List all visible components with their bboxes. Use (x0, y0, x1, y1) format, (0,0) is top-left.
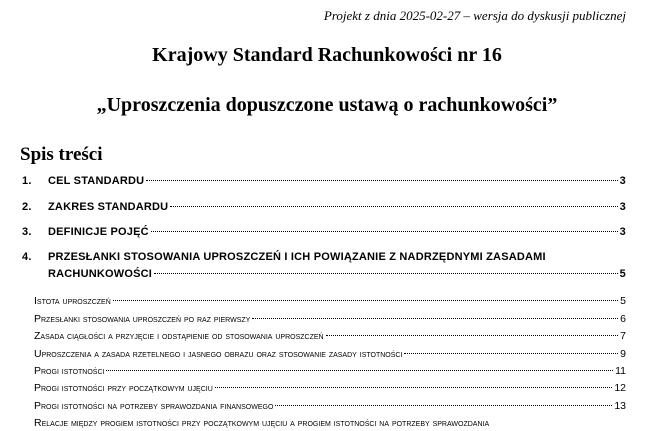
toc-subentry-text: Uproszczenia a zasada rzetelnego i jasnego obrazu oraz stosowanie zasady istotności (34, 348, 403, 360)
toc-subentry-text: Istota uproszczeń (34, 295, 111, 307)
toc-entry-number: 1. (22, 175, 32, 187)
dot-leader (275, 405, 612, 406)
toc-entry-text: ZAKRES STANDARDU (48, 201, 169, 213)
document-subtitle: „Uproszczenia dopuszczone ustawą o rachunkowości” (96, 94, 558, 116)
dot-leader (154, 273, 618, 274)
dot-leader (326, 335, 619, 336)
dot-leader (113, 300, 618, 301)
toc-entry-text: CEL STANDARDU (48, 175, 145, 187)
toc-subentry-page: 11 (615, 365, 626, 377)
toc-entry-number: 4. (22, 251, 32, 263)
toc-entry-2[interactable] (22, 201, 626, 213)
toc-entry-text: DEFINICJE POJĘĆ (48, 226, 149, 238)
document-title: Krajowy Standard Rachunkowości nr 16 (152, 44, 502, 66)
toc-entry-page: 3 (619, 201, 626, 213)
draft-header-note: Projekt z dnia 2025-02-27 – wersja do dyskusji publicznej (323, 8, 626, 23)
toc-subentry-text: Przesłanki stosowania uproszczeń po raz pierwszy (34, 313, 251, 325)
toc-entry-page: 3 (619, 226, 626, 238)
toc-heading: Spis treści (20, 144, 103, 165)
dot-leader (252, 318, 618, 319)
toc-subentry-text: Progi istotności przy początkowym ujęciu (34, 382, 213, 394)
toc-entry-4-line2[interactable] (48, 268, 626, 280)
toc-entry-page: 5 (619, 268, 626, 280)
toc-entry-text-line2: RACHUNKOWOŚCI (48, 268, 153, 280)
toc-subentry-page: 9 (620, 348, 626, 360)
toc-entry-page: 3 (619, 175, 626, 187)
toc-subentry-text: Relacje między progiem istotności przy początkowym ujęciu a progiem istotności na potrzeby sprawozdania (34, 417, 490, 429)
dot-leader (170, 206, 617, 207)
toc-subentry-page: 6 (620, 313, 626, 325)
toc-subentry[interactable] (34, 348, 626, 360)
toc-entry-number: 2. (22, 201, 32, 213)
dot-leader (215, 387, 613, 388)
toc-entry-3[interactable] (22, 226, 626, 238)
dot-leader (404, 353, 618, 354)
toc-subentry-page: 5 (620, 295, 626, 307)
toc-subentry-text: Progi istotności na potrzeby sprawozdania finansowego (34, 400, 274, 412)
toc-subentry[interactable] (34, 400, 626, 412)
toc-subentry[interactable] (34, 417, 626, 429)
toc-subentry[interactable] (34, 365, 626, 377)
toc-subentry[interactable] (34, 313, 626, 325)
toc-subentry[interactable] (34, 382, 626, 394)
toc-entry-text-line1: PRZESŁANKI STOSOWANIA UPROSZCZEŃ I ICH POWIĄZANIE Z NADRZĘDNYMI ZASADAMI (48, 251, 546, 263)
toc-entry-number: 3. (22, 226, 32, 238)
toc-subentry-page: 12 (614, 382, 626, 394)
toc-subentry-text: Progi istotności (34, 365, 105, 377)
toc-subentry-page: 7 (620, 330, 626, 342)
toc-subentry[interactable] (34, 295, 626, 307)
toc-entry-1[interactable] (22, 175, 626, 187)
dot-leader (146, 180, 617, 181)
dot-leader (106, 370, 613, 371)
toc-subentry-page: 13 (614, 400, 626, 412)
toc-subentry-text: Zasada ciągłości a przyjęcie i odstąpienie od stosowania uproszczeń (34, 330, 324, 342)
dot-leader (151, 231, 618, 232)
toc-subentry[interactable] (34, 330, 626, 342)
